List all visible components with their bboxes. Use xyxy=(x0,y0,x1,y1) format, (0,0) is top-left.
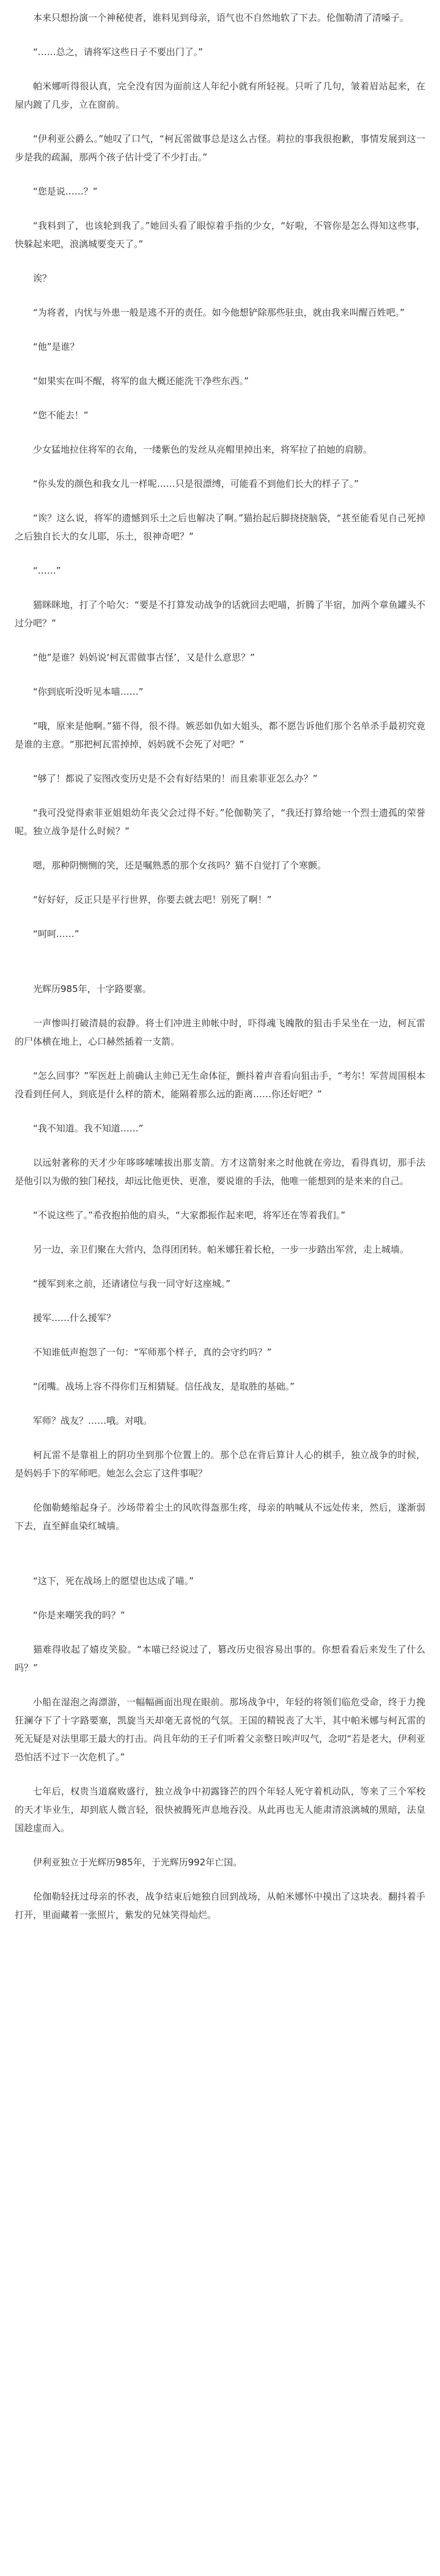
paragraph: 帕米娜听得很认真，完全没有因为面前这人年纪小就有所轻视。只听了几句，皱着眉站起来，在屋内踱了几步，立在窗前。 xyxy=(15,81,425,110)
paragraph: “这下，死在战场上的愿望也达成了喵。” xyxy=(33,1575,194,1586)
paragraph: 猫难得收起了嬉皮笑脸。“本喵已经说过了，篡改历史很容易出事的。你想看看后来发生了什么吗？” xyxy=(15,1644,425,1673)
paragraph: “诶？这么说，将军的遗憾到乐土之后也解决了啊。”猫抬起后脚挠挠脑袋，“甚至能看见自己死掉之后独自长大的女儿耶，乐土，很神奇吧？” xyxy=(15,513,425,542)
paragraph: “伊利亚公爵么。”她叹了口气，“柯瓦雷做事总是这么古怪。莉拉的事我很抱歉，事情发展到这一步是我的疏漏，那两个孩子估计受了不少打击。” xyxy=(15,133,425,163)
paragraph: “您不能去！” xyxy=(33,410,89,421)
paragraph: 嗯，那种阴恻恻的笑，还是嘱熟悉的那个女孩吗？猫不自觉打了个寒颤。 xyxy=(33,860,327,871)
article-body xyxy=(15,9,425,1924)
paragraph: 伦伽勒蜷缩起身子。沙场带着尘土的风吹得盔那生疼，母亲的呐喊从不远处传来，然后，遂渐弱下去，直至鲜血染红城墙。 xyxy=(15,1502,425,1531)
paragraph: 伊利亚独立于光辉历985年，于光辉历992年亡国。 xyxy=(33,1857,243,1868)
paragraph: “我不知道。我不知道……” xyxy=(33,1123,144,1134)
paragraph: 七年后，权贵当道腐败盛行，独立战争中初露锋芒的四个年轻人死守着机动队，等来了三个军校的天才毕业生，却到底人微言轻，很快被腾死声息地吞没。从此再也无人能肃清浪漓城的黑暗，法皇国趁虚而入。 xyxy=(15,1786,425,1834)
paragraph: “你头发的颜色和我女儿一样呢……只是很漂缚，可能看不到他们长大的样子了。” xyxy=(33,478,359,489)
paragraph: “我料到了，也该轮到我了。”她回头看了眼惊着手指的少女，“好啦，不管你是怎么得知这些事，快躲起来吧，浪漓城要变天了。” xyxy=(15,220,425,250)
paragraph: 一声惨叫打破清晨的寂静。将士们冲进主帅帐中时，吓得魂飞魄散的狙击手呆坐在一边，柯瓦雷的尸体横在地上，心口赫然插着一支箭。 xyxy=(15,1018,425,1047)
section-date-line: 光辉历985年，十字路要塞。 xyxy=(33,983,152,994)
paragraph: “你是来嘲笑我的吗？” xyxy=(33,1610,125,1621)
paragraph: “哦，原来是他啊。”猫不得，很不得。嫉恶如仇如大姐头，都不愿告诉他们那个名单杀手最初究竟是谁的主意。“那把柯瓦雷掉掉，妈妈就不会死了对吧？” xyxy=(15,720,425,750)
paragraph: “您是说……？” xyxy=(33,186,98,197)
paragraph: 小船在湿泡之海漂游，一幅幅画面出现在眼前。那场战争中，年轻的将领们临危受命，终于力挽狂澜夺下了十字路要塞，凯旋当天却毫无喜悦的气氛。王国的精锐丧了大半，其中帕米娜与柯瓦雷的死无疑是对法里耶王最大的打击。尚且年幼的王子们听着父亲整日唉声叹气，念叨“若是老大，伊利亚恐怕活不过下一次危机了。” xyxy=(15,1697,425,1763)
paragraph: “为将者，内忧与外患一般是逃不开的责任。如今他想铲除那些驻虫，就由我来叫醒百姓吧。” xyxy=(33,307,405,318)
paragraph: “够了！都说了妄图改变历史是不会有好结果的！而且索菲亚怎么办？” xyxy=(33,773,318,784)
paragraph: “援军到来之前，还请诸位与我一同守好这座城。” xyxy=(33,1278,231,1289)
paragraph: “呵呵……” xyxy=(33,928,79,939)
paragraph: 诶？ xyxy=(33,273,52,284)
paragraph: 军师？战友？……哦。对哦。 xyxy=(33,1415,153,1426)
paragraph: “他”是谁？ xyxy=(33,341,79,352)
paragraph: “……总之，请将军这些日子不要出门了。” xyxy=(33,46,204,57)
paragraph: “如果实在叫不醒，将军的血大概还能洗干净些东西。” xyxy=(33,376,249,387)
paragraph: 猫眯眯地，打了个哈欠：“要是不打算发动战争的话就回去吧喵，折腾了半宿，加两个章鱼罐头不过分吧？” xyxy=(15,599,425,629)
paragraph: “我可没觉得索菲亚姐姐幼年丧父会过得不好。”伦伽勒笑了，“我还打算给她一个烈士遗孤的荣誉呢。独立战争是什么时候？” xyxy=(15,807,425,837)
paragraph: “你到底听没听见本喵……” xyxy=(33,686,144,697)
paragraph: “闭嘴。战场上容不得你们互相猜疑。信任战友，是取胜的基础。” xyxy=(33,1381,295,1392)
paragraph: 不知谁低声抱怨了一句：“军师那个样子，真的会守约吗？” xyxy=(33,1347,272,1358)
paragraph: “好好好，反正只是平行世界，你要去就去吧！别死了啊！” xyxy=(33,894,272,905)
paragraph: “他”是谁？妈妈说‘柯瓦雷做事古怪’，又是什么意思？” xyxy=(33,652,255,663)
paragraph: 以远射著称的天才少年哆哆嗦嗦拔出那支箭。方才这箭射来之时他就在旁边，看得真切，那手法是他引以为傲的独门秘技，却远比他更快、更准，要说谁的手法，他唯一能想到的是来来的自己。 xyxy=(15,1157,425,1186)
paragraph: “不说这些了。”希孜抱拍他的肩头，“大家都振作起来吧，将军还在等着我们。” xyxy=(33,1210,346,1221)
paragraph: “……” xyxy=(33,565,61,576)
paragraph: 柯瓦雷不是靠祖上的阴功坐到那个位置上的。那个总在背后算计人心的棋手，独立战争的时候，是妈妈手下的军师吧。她怎么会忘了这件事呢？ xyxy=(15,1449,425,1479)
paragraph: 另一边，亲卫们聚在大营内，急得团团转。帕米娜狂着长枪，一步一步踏出军营，走上城墙。 xyxy=(33,1244,409,1255)
paragraph: “怎么回事？”军医赶上前确认主帅已无生命体征，颤抖着声音看向狙击手，“考尔！军营周围根本没看到任何人，到底是什么样的箭术，能隔着那么远的距离……你还好吧？” xyxy=(15,1070,425,1100)
paragraph: 少女猛地拉住将军的衣角，一缕紫色的发丝从亮帽里掉出来，将军拉了拍她的肩膀。 xyxy=(33,444,373,455)
paragraph: 援军……什么援军？ xyxy=(33,1312,116,1323)
paragraph: 伦伽勒轻抚过母亲的怀表，战争结束后她独自回到战场，从帕米娜怀中摸出了这块表。翻抖着手打开，里面藏着一张照片，紫发的兄妹笑得灿烂。 xyxy=(15,1891,425,1920)
paragraph: 本来只想扮演一个神秘使者，谁料见到母亲，语气也不自然地软了下去。伦伽勒清了清嗓子。 xyxy=(33,12,409,23)
